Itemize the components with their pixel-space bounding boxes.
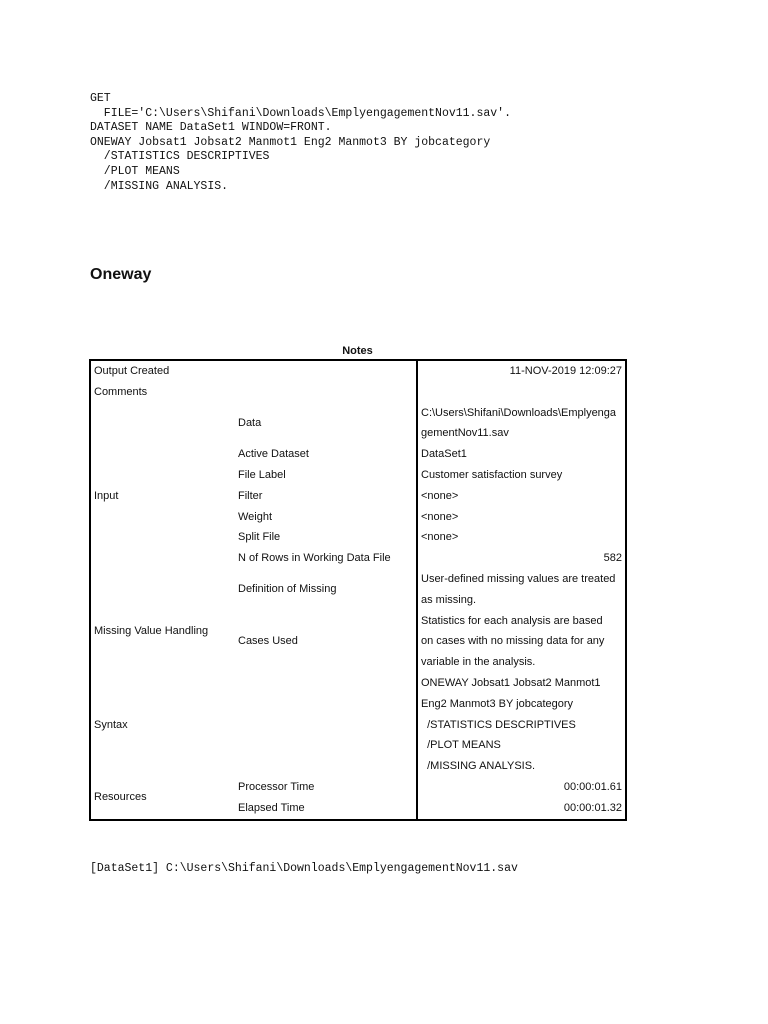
syntax-line: FILE='C:\Users\Shifani\Downloads\EmplyengagementNov11.sav'. <box>90 106 511 120</box>
sub-label: File Label <box>235 465 417 486</box>
syntax-line: DATASET NAME DataSet1 WINDOW=FRONT. <box>90 121 332 135</box>
cell-value: on cases with no missing data for any <box>421 635 605 648</box>
sub-label: Cases Used <box>235 611 417 673</box>
cell-value: User-defined missing values are treated <box>421 572 616 585</box>
cell-value: 00:00:01.32 <box>563 801 622 814</box>
table-row <box>90 403 626 424</box>
cell-value: gementNov11.sav <box>421 427 509 440</box>
cell-value: 00:00:01.61 <box>563 780 622 793</box>
cell-value: Statistics for each analysis are based <box>421 614 603 627</box>
row-label: Output Created <box>94 365 170 377</box>
cell-value: Customer satisfaction survey <box>421 468 563 481</box>
row-label: Resources <box>94 791 147 804</box>
cell-value: <none> <box>421 489 459 502</box>
syntax-line: ONEWAY Jobsat1 Jobsat2 Manmot1 Eng2 Manmot3 BY jobcategory <box>90 135 491 149</box>
cell-value: variable in the analysis. <box>421 656 536 669</box>
table-row <box>90 777 626 798</box>
sub-label: Split File <box>235 527 417 548</box>
cell-value: C:\Users\Shifani\Downloads\Emplyenga <box>421 406 617 419</box>
syntax-line: /MISSING ANALYSIS. <box>90 179 229 193</box>
table-row <box>90 673 626 694</box>
sub-label: N of Rows in Working Data File <box>235 548 417 569</box>
section-heading: Oneway <box>90 266 152 283</box>
notes-table <box>89 359 627 821</box>
cell-value: <none> <box>421 531 459 544</box>
cell-value: 582 <box>603 552 622 565</box>
sub-label: Definition of Missing <box>235 569 417 611</box>
row-label: Comments <box>94 385 148 398</box>
syntax-line: GET <box>90 92 111 105</box>
row-label: Syntax <box>94 718 128 731</box>
table-row <box>90 360 626 382</box>
sub-label: Processor Time <box>235 777 417 798</box>
row-label: Missing Value Handling <box>94 624 209 637</box>
cell-value: DataSet1 <box>421 448 467 461</box>
notes-table-title: Notes <box>342 345 373 357</box>
cell-value: /MISSING ANALYSIS. <box>421 760 536 773</box>
dataset-path-line: [DataSet1] C:\Users\Shifani\Downloads\EmplyengagementNov11.sav <box>90 862 518 875</box>
syntax-block <box>90 92 511 194</box>
sub-label: Weight <box>235 507 417 528</box>
syntax-line: /STATISTICS DESCRIPTIVES <box>90 150 270 164</box>
sub-label: Data <box>235 403 417 445</box>
cell-value: as missing. <box>421 593 477 606</box>
cell-value: /STATISTICS DESCRIPTIVES <box>421 718 576 731</box>
table-row <box>90 382 626 403</box>
sub-label: Elapsed Time <box>235 798 417 820</box>
cell-value: ONEWAY Jobsat1 Jobsat2 Manmot1 <box>421 676 601 689</box>
cell-value: /PLOT MEANS <box>421 739 501 752</box>
cell-value: Eng2 Manmot3 BY jobcategory <box>421 697 574 710</box>
syntax-line: /PLOT MEANS <box>90 164 180 178</box>
row-label: Input <box>94 489 119 502</box>
cell-value: 11-NOV-2019 12:09:27 <box>509 365 622 377</box>
sub-label: Active Dataset <box>235 444 417 465</box>
sub-label: Filter <box>235 486 417 507</box>
cell-value: <none> <box>421 510 459 523</box>
